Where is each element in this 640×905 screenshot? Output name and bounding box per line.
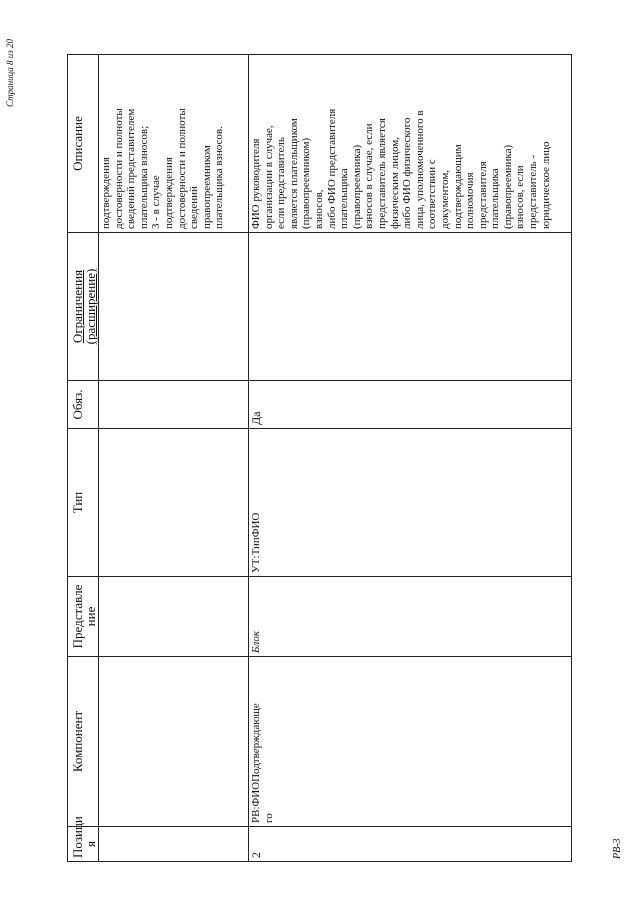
specification-table: [67, 54, 572, 862]
header-representation: Представле ние: [68, 577, 99, 657]
cell-representation: [99, 577, 249, 657]
cell-description: ФИО руководителя организации в случае, если представитель является плательщиком (правопреемником) взносов, либо ФИО представителя плательщика (правопреемника) взносов в случае, если представитель является физическим лицом, либо ФИО физического лица, уполномоченного в соответствии с документом, подтверждающим полномочия представителя плательщика (правопреемника) взносов, если представитель - юридическое лицо: [249, 55, 572, 233]
cell-component: [99, 657, 249, 827]
cell-position: 2: [249, 827, 572, 862]
cell-obligatory: [99, 381, 249, 429]
header-component: Компонент: [68, 657, 99, 827]
cell-component: РВ:ФИОПодтверждающе го: [249, 657, 572, 827]
cell-type: УТ:ТипФИО: [249, 429, 572, 577]
header-description: Описание: [68, 55, 99, 233]
header-type: Тип: [68, 429, 99, 577]
header-row: [68, 55, 99, 862]
cell-restriction: [249, 233, 572, 381]
cell-restriction: [99, 233, 249, 381]
table-row: [249, 55, 572, 862]
header-position: Позици я: [68, 827, 99, 862]
page-number: Страница 8 из 20: [5, 39, 15, 107]
cell-obligatory: Да: [249, 381, 572, 429]
header-restriction: Ограничения (расширение): [68, 233, 99, 381]
cell-representation: Блок: [249, 577, 572, 657]
cell-type: [99, 429, 249, 577]
table-row: [99, 55, 249, 862]
document-code: РВ-3: [612, 838, 623, 859]
cell-position: [99, 827, 249, 862]
header-obligatory: Обяз.: [68, 381, 99, 429]
cell-description: подтверждения достоверности и полноты сведений представителем плательщика взносов; 3 - в случае подтверждения достоверности и полноты сведений правопреемником плательщика взносов.: [99, 55, 249, 233]
